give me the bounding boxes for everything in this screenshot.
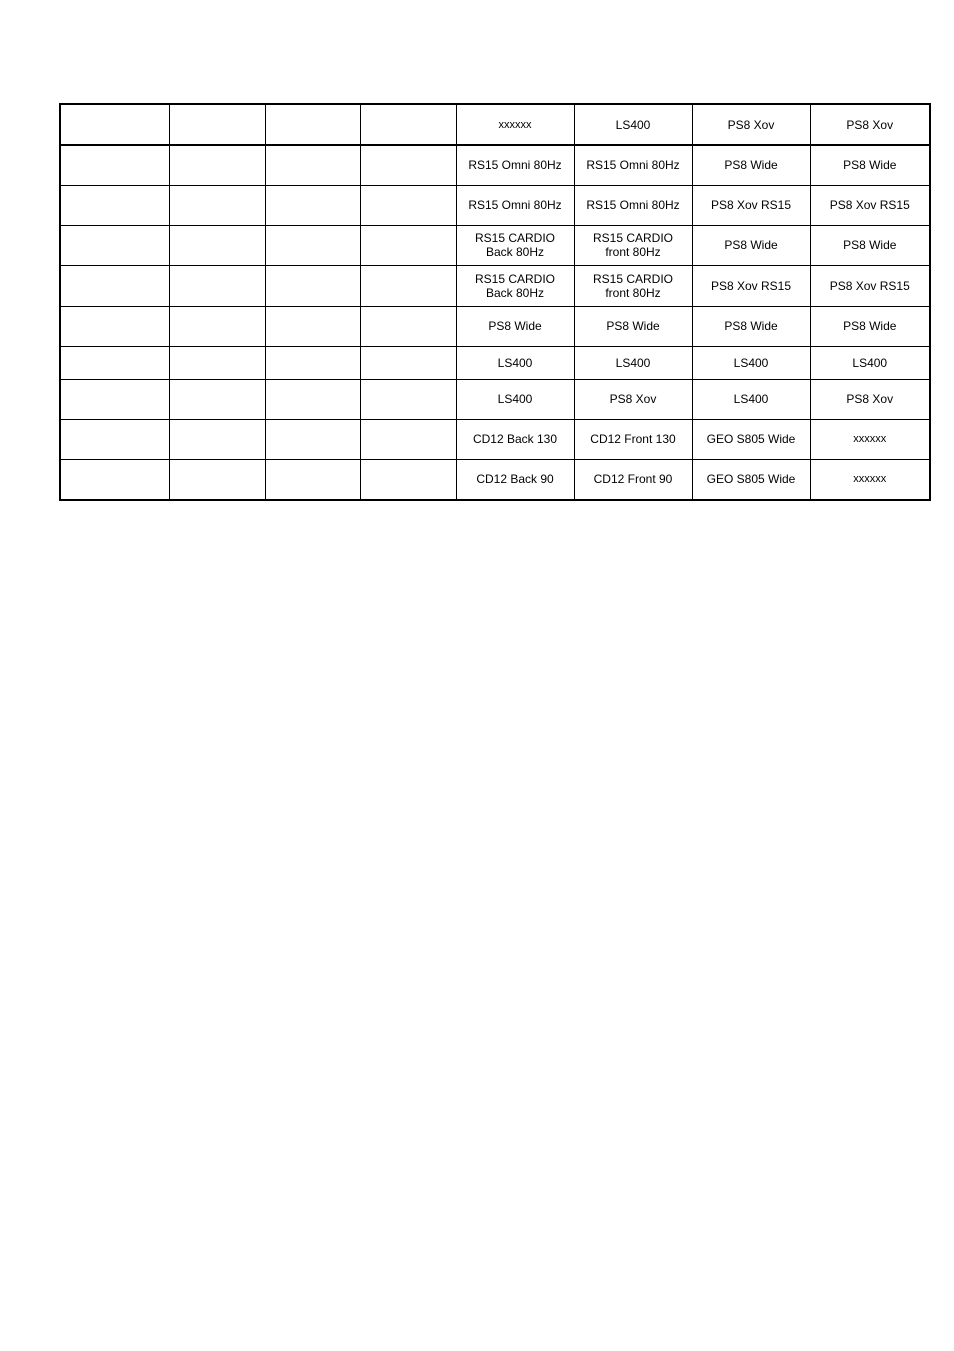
table-row <box>60 459 930 500</box>
table-cell: PS8 Xov RS15 <box>810 185 930 225</box>
table-row <box>60 379 930 419</box>
table-cell: LS400 <box>574 104 692 145</box>
table-cell: PS8 Wide <box>692 225 810 265</box>
table-cell: PS8 Xov <box>810 379 930 419</box>
table-cell <box>265 225 360 265</box>
table-cell <box>360 419 456 459</box>
table-cell <box>265 379 360 419</box>
table-cell <box>60 379 169 419</box>
table-cell: PS8 Wide <box>574 306 692 346</box>
table-row <box>60 346 930 379</box>
table-cell: PS8 Xov RS15 <box>692 185 810 225</box>
table-cell: RS15 Omni 80Hz <box>456 145 574 185</box>
table-cell: GEO S805 Wide <box>692 419 810 459</box>
table-cell: RS15 Omni 80Hz <box>456 185 574 225</box>
table-cell: PS8 Wide <box>810 225 930 265</box>
table-cell <box>265 265 360 306</box>
table-row <box>60 104 930 145</box>
table-row <box>60 145 930 185</box>
table-cell <box>60 346 169 379</box>
table-cell: RS15 Omni 80Hz <box>574 145 692 185</box>
table-cell <box>169 225 265 265</box>
table-cell: PS8 Wide <box>810 306 930 346</box>
table-cell <box>265 104 360 145</box>
table-cell: xxxxxx <box>810 459 930 500</box>
table-cell <box>60 225 169 265</box>
table-cell <box>265 185 360 225</box>
table-row <box>60 225 930 265</box>
table-cell <box>60 419 169 459</box>
table-cell: RS15 CARDIO Back 80Hz <box>456 265 574 306</box>
table-row <box>60 419 930 459</box>
table-cell: RS15 CARDIO front 80Hz <box>574 225 692 265</box>
table-cell <box>169 346 265 379</box>
table-cell: PS8 Wide <box>692 306 810 346</box>
table-cell: CD12 Front 130 <box>574 419 692 459</box>
table-cell <box>265 459 360 500</box>
table-cell: LS400 <box>456 379 574 419</box>
table-cell <box>169 104 265 145</box>
table-cell <box>169 306 265 346</box>
table-cell: PS8 Wide <box>810 145 930 185</box>
table-cell <box>360 379 456 419</box>
table-cell <box>360 459 456 500</box>
table-cell <box>360 306 456 346</box>
table-cell: PS8 Xov RS15 <box>692 265 810 306</box>
table-cell <box>60 306 169 346</box>
table-cell <box>360 104 456 145</box>
table-cell: PS8 Xov <box>692 104 810 145</box>
table-cell: PS8 Wide <box>692 145 810 185</box>
table-cell <box>169 379 265 419</box>
table-cell <box>60 185 169 225</box>
table-cell <box>360 346 456 379</box>
table-cell <box>60 265 169 306</box>
table-cell <box>265 306 360 346</box>
table-cell: RS15 Omni 80Hz <box>574 185 692 225</box>
table-cell: RS15 CARDIO front 80Hz <box>574 265 692 306</box>
table-cell <box>60 104 169 145</box>
table-cell: PS8 Xov RS15 <box>810 265 930 306</box>
table-row <box>60 185 930 225</box>
table-cell: CD12 Back 90 <box>456 459 574 500</box>
table-row <box>60 306 930 346</box>
table-cell: LS400 <box>456 346 574 379</box>
table-cell: LS400 <box>692 379 810 419</box>
table-cell <box>265 145 360 185</box>
table-cell <box>169 459 265 500</box>
table-cell: CD12 Back 130 <box>456 419 574 459</box>
table-cell: LS400 <box>692 346 810 379</box>
table-cell: LS400 <box>574 346 692 379</box>
table-cell: xxxxxx <box>456 104 574 145</box>
table-cell: CD12 Front 90 <box>574 459 692 500</box>
table-cell <box>265 419 360 459</box>
table-cell: PS8 Xov <box>810 104 930 145</box>
table-cell: PS8 Xov <box>574 379 692 419</box>
table-cell <box>265 346 360 379</box>
table-cell: RS15 CARDIO Back 80Hz <box>456 225 574 265</box>
table-cell: GEO S805 Wide <box>692 459 810 500</box>
table-cell <box>60 459 169 500</box>
table-body <box>60 104 930 500</box>
speaker-assignment-table <box>59 103 931 501</box>
table-row <box>60 265 930 306</box>
table-cell <box>360 265 456 306</box>
table-cell: PS8 Wide <box>456 306 574 346</box>
table-cell: xxxxxx <box>810 419 930 459</box>
table-cell <box>360 145 456 185</box>
table-cell <box>360 225 456 265</box>
table-cell <box>169 419 265 459</box>
table-cell <box>169 265 265 306</box>
table-cell <box>169 185 265 225</box>
table-cell <box>60 145 169 185</box>
table-cell <box>169 145 265 185</box>
table-cell <box>360 185 456 225</box>
table-cell: LS400 <box>810 346 930 379</box>
